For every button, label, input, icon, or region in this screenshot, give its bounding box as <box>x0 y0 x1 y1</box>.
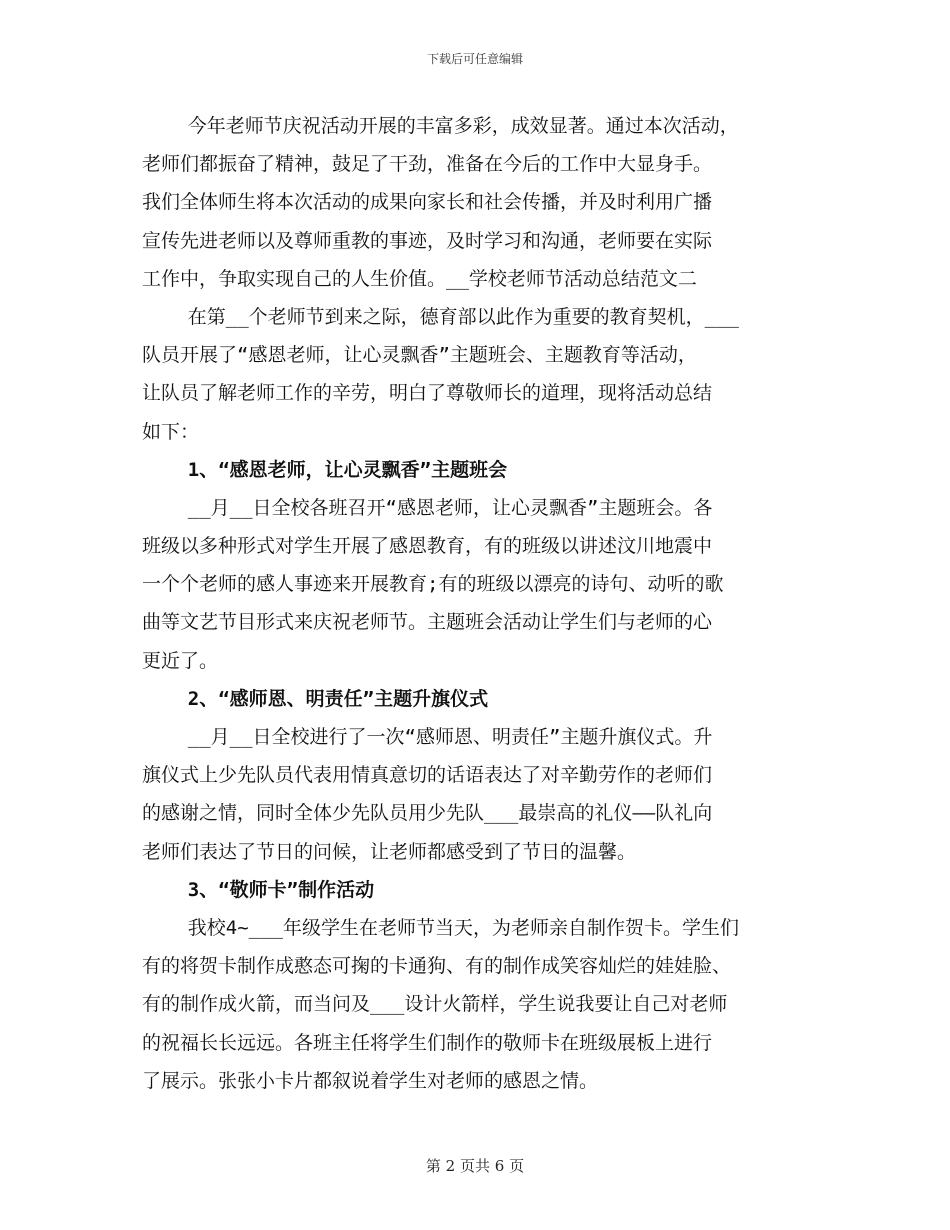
text-line: __月__日全校各班召开“感恩老师，让心灵飘香”主题班会。各 <box>142 496 713 519</box>
text-line: 工作中，争取实现自己的人生价值。__学校老师节活动总结范文二 <box>142 267 697 290</box>
text-line: __月__日全校进行了一次“感师恩、明责任”主题升旗仪式。升 <box>142 726 713 748</box>
text-line: 有的将贺卡制作成憨态可掬的卡通狗、有的制作成笑容灿烂的娃娃脸、 <box>142 955 732 978</box>
text-line: 曲等文艺节目形式来庆祝老师节。主题班会活动让学生们与老师的心 <box>142 611 713 634</box>
text-line: 宣传先进老师以及尊师重教的事迹，及时学习和沟通，老师要在实际 <box>142 229 713 252</box>
text-line: 的祝福长长远远。各班主任将学生们制作的敬师卡在班级展板上进行 <box>142 1031 713 1054</box>
text-line: 更近了。 <box>142 649 219 672</box>
text-line: 班级以多种形式对学生开展了感恩教育，有的班级以讲述汶川地震中 <box>142 535 713 558</box>
text-line: 队员开展了“感恩老师，让心灵飘香”主题班会、主题教育等活动， <box>142 344 697 367</box>
page-footer: 第 2 页共 6 页 <box>425 1157 525 1175</box>
text-line: 如下： <box>142 420 200 443</box>
text-line: 老师们表达了节日的问候，让老师都感受到了节日的温馨。 <box>142 840 637 863</box>
text-line: 旗仪式上少先队员代表用情真意切的话语表达了对辛勤劳作的老师们 <box>142 764 713 787</box>
text-line: 在第__个老师节到来之际，德育部以此作为重要的教育契机，___ <box>142 305 739 328</box>
text-line: 有的制作成火箭，而当问及___设计火箭样，学生说我要让自己对老师 <box>142 993 728 1016</box>
section-heading: 3、“敬师卡”制作活动 <box>142 878 375 901</box>
text-line: 老师们都振奋了精神，鼓足了干劲，准备在今后的工作中大显身手。 <box>142 153 713 176</box>
text-line: 让队员了解老师工作的辛劳，明白了尊敬师长的道理，现将活动总结 <box>142 382 713 405</box>
page-header: 下载后可任意编辑 <box>426 52 523 66</box>
text-line: 了展示。张张小卡片都叙说着学生对老师的感恩之情。 <box>142 1069 599 1092</box>
text-line: 一个个老师的感人事迹来开展教育;有的班级以漂亮的诗句、动听的歌 <box>142 573 724 596</box>
text-line: 我们全体师生将本次活动的成果向家长和社会传播，并及时利用广播 <box>142 191 713 214</box>
text-line: 的感谢之情，同时全体少先队员用少先队___最崇高的礼仪——队礼向 <box>142 802 713 825</box>
section-heading: 1、“感恩老师，让心灵飘香”主题班会 <box>142 458 508 481</box>
document-body <box>142 107 812 1100</box>
text-line: 我校4~___年级学生在老师节当天，为老师亲自制作贺卡。学生们 <box>142 916 739 939</box>
text-line: 今年老师节庆祝活动开展的丰富多彩，成效显著。通过本次活动， <box>142 115 739 137</box>
section-heading: 2、“感师恩、明责任”主题升旗仪式 <box>142 687 489 710</box>
